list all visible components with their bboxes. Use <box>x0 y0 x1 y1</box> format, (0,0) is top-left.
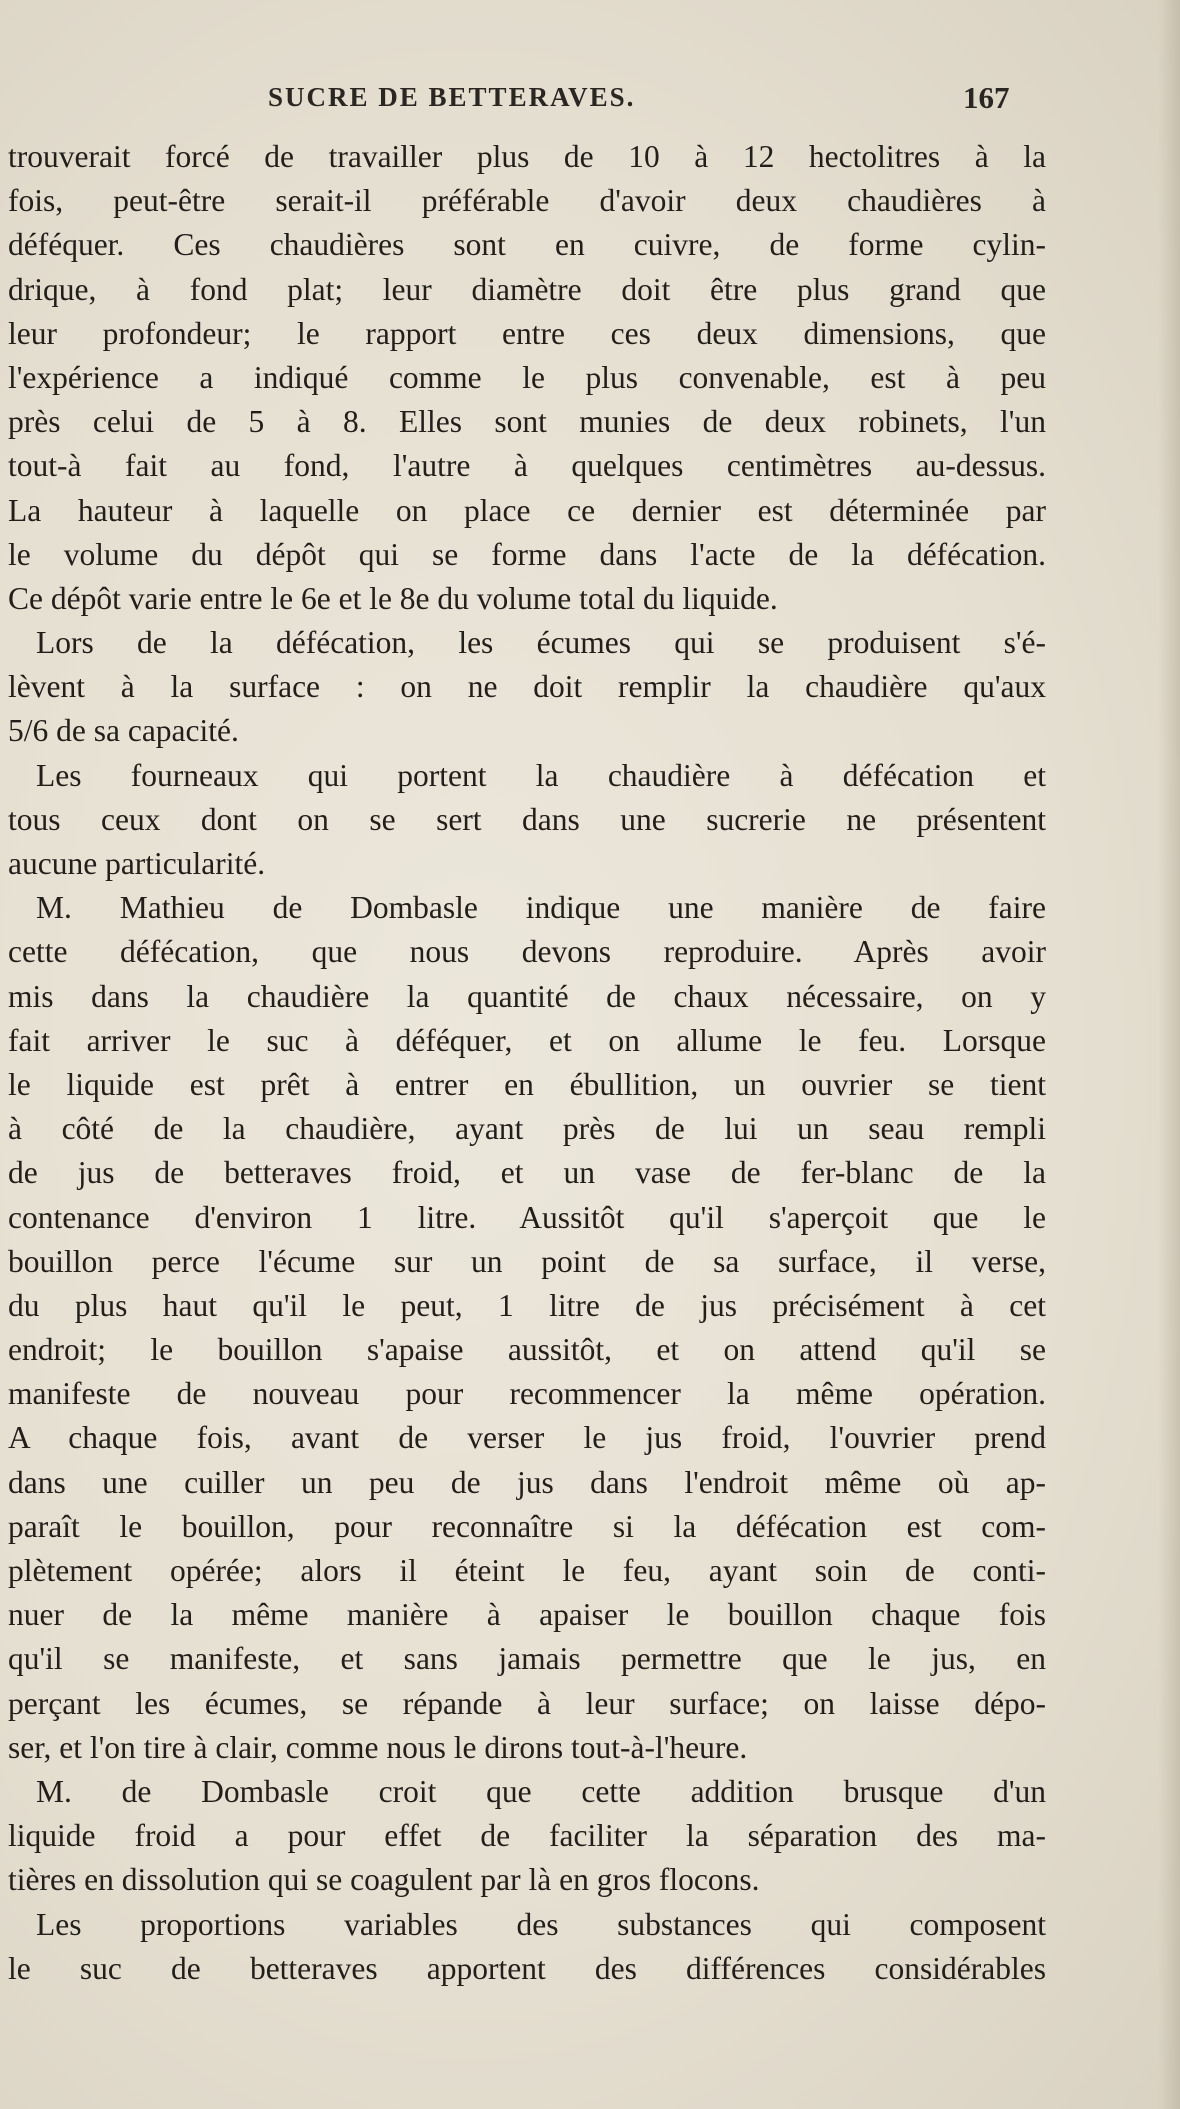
text-line: mis dans la chaudière la quantité de chaux nécessaire, on y <box>8 978 1046 1014</box>
body-text <box>8 135 1046 1991</box>
text-line: de jus de betteraves froid, et un vase de fer-blanc de la <box>8 1155 1046 1191</box>
text-line: ser, et l'on tire à clair, comme nous le dirons tout-à-l'heure. <box>8 1729 748 1765</box>
text-line: bouillon perce l'écume sur un point de sa surface, il verse, <box>8 1243 1046 1279</box>
text-line: lèvent à la surface : on ne doit remplir la chaudière qu'aux <box>8 669 1046 705</box>
text-line: plètement opérée; alors il éteint le feu, ayant soin de conti- <box>8 1553 1046 1588</box>
text-line: le liquide est prêt à entrer en ébullition, un ouvrier se tient <box>8 1066 1046 1102</box>
text-line: le suc de betteraves apportent des différences considérables <box>8 1950 1046 1986</box>
text-line: drique, à fond plat; leur diamètre doit être plus grand que <box>8 271 1046 307</box>
text-line: M. de Dombasle croit que cette addition brusque d'un <box>36 1773 1046 1809</box>
text-line: Lors de la défécation, les écumes qui se produisent s'é- <box>36 625 1046 661</box>
text-line: qu'il se manifeste, et sans jamais permettre que le jus, en <box>8 1641 1046 1677</box>
text-line: déféquer. Ces chaudières sont en cuivre, de forme cylin- <box>8 227 1046 263</box>
text-line: le volume du dépôt qui se forme dans l'acte de la défécation. <box>8 536 1046 572</box>
text-line: trouverait forcé de travailler plus de 10 à 12 hectolitres à la <box>8 139 1046 174</box>
text-line: tières en dissolution qui se coagulent par là en gros flocons. <box>8 1862 760 1898</box>
text-line: A chaque fois, avant de verser le jus froid, l'ouvrier prend <box>8 1420 1046 1456</box>
text-line: dans une cuiller un peu de jus dans l'endroit même où ap- <box>8 1464 1046 1500</box>
text-line: M. Mathieu de Dombasle indique une manière de faire <box>36 890 1046 926</box>
text-line: paraît le bouillon, pour reconnaître si la défécation est com- <box>8 1508 1046 1544</box>
text-line: Les proportions variables des substances qui composent <box>36 1906 1046 1942</box>
text-line: La hauteur à laquelle on place ce dernier est déterminée par <box>8 492 1046 528</box>
text-line: fois, peut-être serait-il préférable d'avoir deux chaudières à <box>8 183 1046 219</box>
text-line: endroit; le bouillon s'apaise aussitôt, et on attend qu'il se <box>8 1332 1046 1368</box>
text-line: aucune particularité. <box>8 846 266 881</box>
text-line: l'expérience a indiqué comme le plus convenable, est à peu <box>8 359 1046 395</box>
text-line: du plus haut qu'il le peut, 1 litre de jus précisément à cet <box>8 1287 1046 1323</box>
text-line: Les fourneaux qui portent la chaudière à défécation et <box>36 757 1046 793</box>
text-line: contenance d'environ 1 litre. Aussitôt qu'il s'aperçoit que le <box>8 1199 1046 1235</box>
page-header <box>0 82 1180 122</box>
text-line: cette défécation, que nous devons reproduire. Après avoir <box>8 934 1046 970</box>
text-line: perçant les écumes, se répande à leur surface; on laisse dépo- <box>8 1685 1046 1721</box>
text-line: 5/6 de sa capacité. <box>8 713 239 749</box>
text-line: près celui de 5 à 8. Elles sont munies de deux robinets, l'un <box>8 404 1046 440</box>
text-line: liquide froid a pour effet de faciliter la séparation des ma- <box>8 1818 1046 1854</box>
text-line: Ce dépôt varie entre le 6e et le 8e du volume total du liquide. <box>8 580 778 616</box>
page-number: 167 <box>963 80 1010 115</box>
page-edge-shadow <box>1158 0 1180 2109</box>
text-line: fait arriver le suc à déféquer, et on allume le feu. Lorsque <box>8 1022 1046 1058</box>
text-line: nuer de la même manière à apaiser le bouillon chaque fois <box>8 1597 1046 1633</box>
text-line: à côté de la chaudière, ayant près de lui un seau rempli <box>8 1111 1046 1147</box>
text-line: tout-à fait au fond, l'autre à quelques centimètres au-dessus. <box>8 448 1046 484</box>
text-line: leur profondeur; le rapport entre ces deux dimensions, que <box>8 315 1046 351</box>
text-line: tous ceux dont on se sert dans une sucrerie ne présentent <box>8 801 1046 837</box>
text-line: manifeste de nouveau pour recommencer la même opération. <box>8 1376 1046 1412</box>
running-title: SUCRE DE BETTERAVES. <box>268 82 636 112</box>
